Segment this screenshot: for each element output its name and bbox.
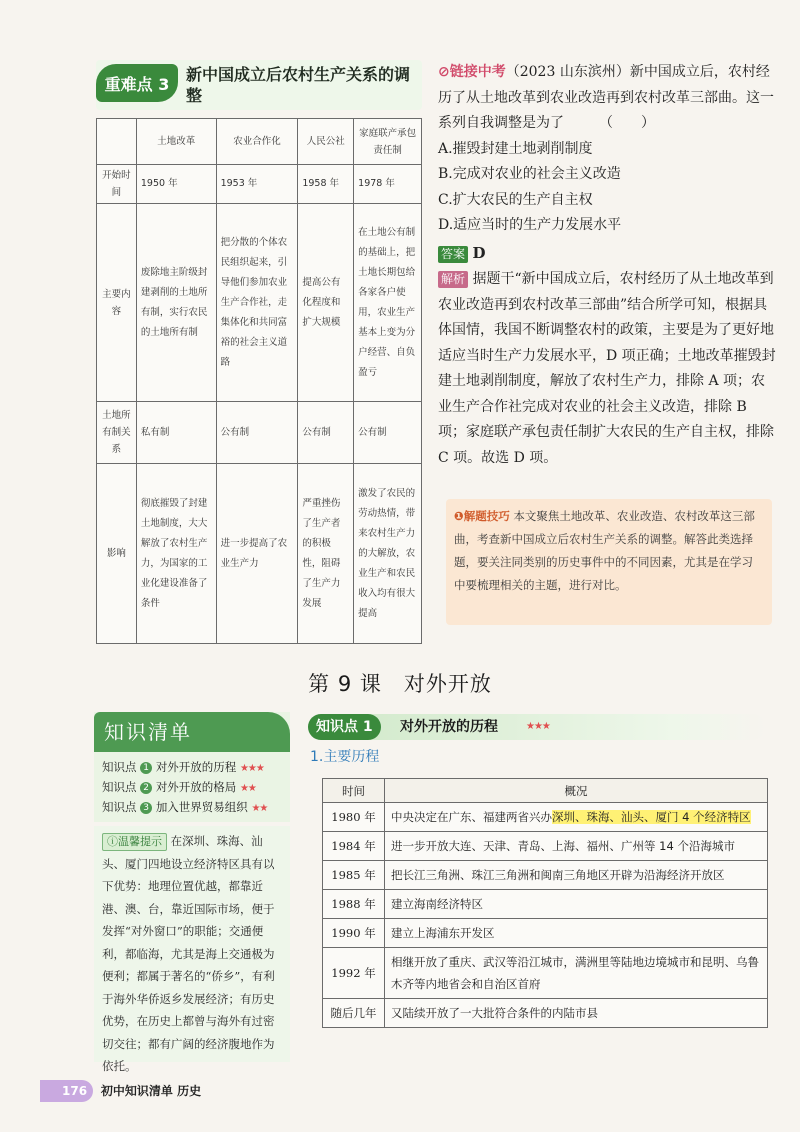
- table-header-cell: 家庭联产承包责任制: [354, 119, 422, 165]
- year-cell: 1985 年: [323, 861, 385, 890]
- table-row: [97, 204, 422, 402]
- link-icon: ⊘: [438, 64, 450, 80]
- detail-cell: 进一步开放大连、天津、青岛、上海、福州、广州等 14 个沿海城市: [385, 832, 768, 861]
- answer-badge: 答案: [438, 246, 468, 263]
- warm-tip-text: 在深圳、珠海、汕头、厦门四地设立经济特区具有以下优势：地理位置优越，都靠近港、澳、台，靠近国际市场，便于发挥“对外窗口”的职能；交通便利，都临海，尤其是海上交通极为便利；都属于著名的“侨乡”，有利于海外华侨返乡发展经济；有历史优势，在历史上都曾与海外有过密切交往；都有广阔的经济腹地作为依托。: [102, 834, 275, 1073]
- option-a: A.摧毁封建土地剥削制度: [438, 140, 593, 157]
- exam-question: [438, 60, 778, 471]
- warm-tip-label: ⓘ温馨提示: [102, 833, 167, 851]
- detail-cell: 建立海南经济特区: [385, 890, 768, 919]
- table-cell: 在土地公有制的基础上，把土地长期包给各家各户使用，农业生产基本上变为分户经营、自负盈亏: [354, 204, 422, 402]
- year-cell: 1980 年: [323, 803, 385, 832]
- detail-cell: 把长江三角洲、珠江三角洲和闽南三角地区开辟为沿海经济开放区: [385, 861, 768, 890]
- number-badge: 3: [140, 802, 152, 814]
- analysis-text: 据题干“新中国成立后，农村经历了从土地改革到农业改造再到农村改革三部曲”结合所学可知，根据具体国情，我国不断调整农村的政策，主要是为了更好地适应当时生产力发展水平，D 项正确；土地改革摧毁封建土地剥削制度，解放了农村生产力，排除 A 项；农业生产合作社完成对农业的社会主义改造，排除 B 项；家庭联产承包责任制扩大农民的生产自主权，排除 C 项。故选 D 项。: [438, 271, 776, 466]
- star-rating: ★★★: [239, 763, 264, 774]
- list-item: 知识点 1 对外开放的历程 ★★★: [102, 760, 264, 774]
- number-badge: 2: [140, 782, 152, 794]
- table-header-cell: 时间: [323, 779, 385, 803]
- knowledge-list-heading: 知识清单: [94, 712, 290, 752]
- table-cell: 1978 年: [354, 165, 422, 204]
- star-rating: ★★★: [526, 721, 550, 732]
- analysis-badge: 解析: [438, 271, 468, 288]
- table-cell: 废除地主阶级封建剥削的土地所有制，实行农民的土地所有制: [136, 204, 216, 402]
- table-cell: 把分散的个体农民组织起来，引导他们参加农业生产合作社，走集体化和共同富裕的社会主义道路: [216, 204, 298, 402]
- year-cell: 1984 年: [323, 832, 385, 861]
- detail-cell: 相继开放了重庆、武汉等沿江城市，满洲里等陆地边境城市和昆明、乌鲁木齐等内地省会和自治区首府: [385, 948, 768, 999]
- table-cell: 激发了农民的劳动热情，带来农村生产力的大解放，农业生产和农民收入均有很大提高: [354, 464, 422, 644]
- table-row: [323, 832, 768, 861]
- table-cell: 公有制: [298, 402, 354, 464]
- year-cell: 随后几年: [323, 999, 385, 1028]
- table-cell: 1958 年: [298, 165, 354, 204]
- table-cell: 提高公有化程度和扩大规模: [298, 204, 354, 402]
- detail-cell: 又陆续开放了一大批符合条件的内陆市县: [385, 999, 768, 1028]
- option-b: B.完成对农业的社会主义改造: [438, 166, 621, 182]
- info-icon: ⓘ: [107, 835, 118, 848]
- year-cell: 1992 年: [323, 948, 385, 999]
- table-header-cell: 概况: [385, 779, 768, 803]
- detail-cell: 中央决定在广东、福建两省兴办深圳、珠海、汕头、厦门 4 个经济特区: [385, 803, 768, 832]
- table-row: [323, 999, 768, 1028]
- table-header-cell: 农业合作化: [216, 119, 298, 165]
- option-c: C.扩大农民的生产自主权: [438, 191, 593, 208]
- key-point-header: [96, 60, 422, 110]
- link-exam-label: ⊘链接中考: [438, 64, 506, 80]
- sub-heading: 1.主要历程: [310, 749, 380, 765]
- key-point-title: 新中国成立后农村生产关系的调整: [186, 65, 411, 105]
- knowledge-point-header: [308, 714, 766, 740]
- table-header-cell: [97, 119, 137, 165]
- row-label: 影响: [97, 464, 137, 644]
- table-row: [323, 861, 768, 890]
- lesson-title: 第 9 课 对外开放: [308, 672, 492, 696]
- table-cell: 1953 年: [216, 165, 298, 204]
- table-cell: 彻底摧毁了封建土地制度，大大解放了农村生产力，为国家的工业化建设准备了条件: [136, 464, 216, 644]
- detail-cell: 建立上海浦东开发区: [385, 919, 768, 948]
- row-label: 主要内容: [97, 204, 137, 402]
- answer-value: D: [472, 243, 486, 262]
- option-d: D.适应当时的生产力发展水平: [438, 217, 622, 233]
- knowledge-point-title: 对外开放的历程: [400, 719, 498, 735]
- table-header-cell: 人民公社: [298, 119, 354, 165]
- highlighted-text: 深圳、珠海、汕头、厦门 4 个经济特区: [552, 810, 751, 824]
- number-badge: 1: [140, 762, 152, 774]
- solving-tip: [446, 499, 772, 625]
- page-number: 176: [40, 1080, 93, 1102]
- list-item: 知识点 2 对外开放的格局 ★★: [102, 780, 256, 794]
- tip-label: ❶解题技巧: [454, 509, 510, 523]
- table-cell: 进一步提高了农业生产力: [216, 464, 298, 644]
- table-cell: 严重挫伤了生产者的积极性，阻碍了生产力发展: [298, 464, 354, 644]
- table-cell: 私有制: [136, 402, 216, 464]
- row-label: 开始时间: [97, 165, 137, 204]
- question-stem: ⊘链接中考（2023 山东滨州）新中国成立后，农村经历了从土地改革到农业改造再到农村改革三部曲。这一系列自我调整是为了 （ ）: [438, 64, 774, 131]
- year-cell: 1990 年: [323, 919, 385, 948]
- table-header-row: [323, 779, 768, 803]
- table-header-row: [97, 119, 422, 165]
- table-row: [323, 890, 768, 919]
- table-cell: 公有制: [354, 402, 422, 464]
- list-item: 知识点 3 加入世界贸易组织 ★★: [102, 800, 268, 814]
- table-header-cell: 土地改革: [136, 119, 216, 165]
- tip-text: 本文聚焦土地改革、农业改造、农村改革这三部曲，考查新中国成立后农村生产关系的调整。解答此类选择题，要关注同类别的历史事件中的不同因素，尤其是在学习中要梳理相关的主题，进行对比。: [454, 509, 755, 592]
- table-row: [323, 803, 768, 832]
- history-table: [322, 778, 768, 1028]
- reform-table: [96, 118, 422, 644]
- key-point-tag: 重难点 3: [96, 64, 178, 102]
- table-row: [97, 165, 422, 204]
- year-cell: 1988 年: [323, 890, 385, 919]
- knowledge-point-pill: 知识点 1: [308, 714, 381, 740]
- book-title: 初中知识清单 历史: [100, 1084, 202, 1098]
- answer-line: [438, 241, 778, 268]
- page-footer: [40, 1080, 201, 1102]
- table-row: [97, 464, 422, 644]
- knowledge-list: [94, 712, 290, 822]
- warm-tip: [94, 826, 290, 1073]
- row-label: 土地所有制关系: [97, 402, 137, 464]
- table-cell: 1950 年: [136, 165, 216, 204]
- star-rating: ★★: [251, 803, 268, 814]
- lightbulb-icon: ❶: [454, 509, 464, 523]
- table-row: [323, 948, 768, 999]
- star-rating: ★★: [239, 783, 256, 794]
- table-row: [323, 919, 768, 948]
- table-cell: 公有制: [216, 402, 298, 464]
- table-row: [97, 402, 422, 464]
- analysis: [438, 267, 778, 471]
